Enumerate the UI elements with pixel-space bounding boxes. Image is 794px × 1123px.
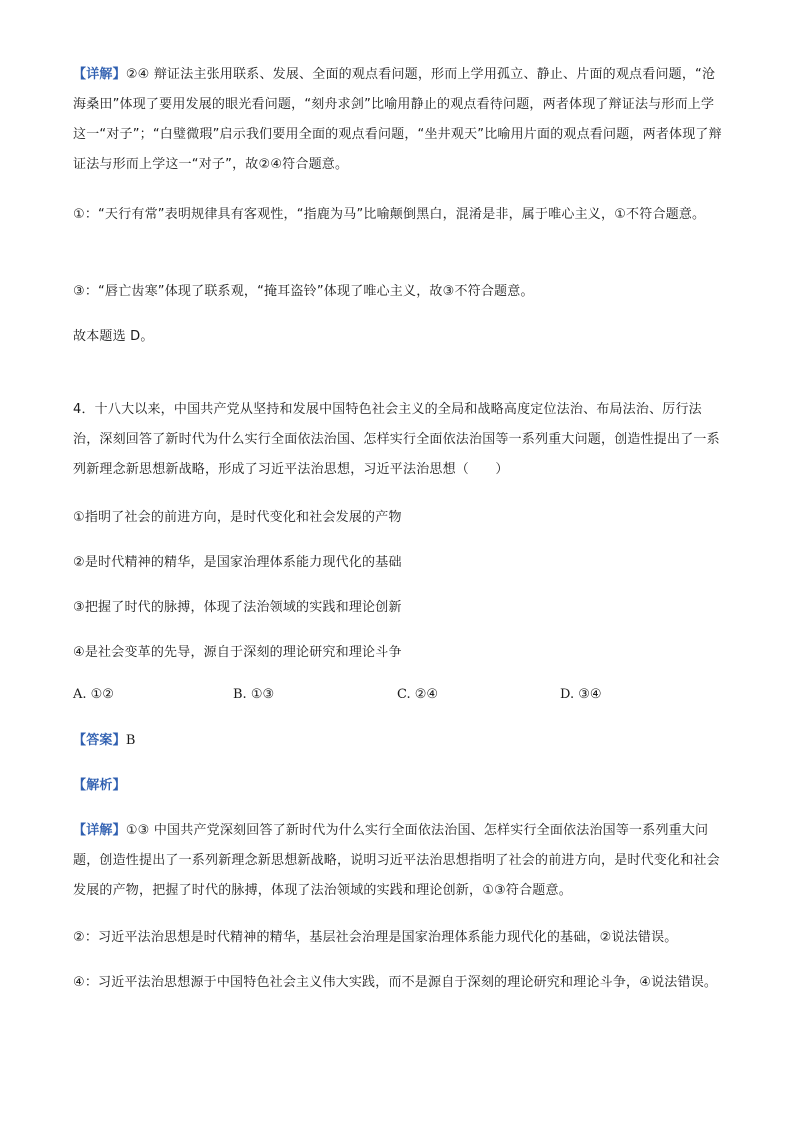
answer-line bbox=[73, 726, 723, 756]
option-c: C. ②④ bbox=[397, 687, 439, 702]
explanation-paragraph bbox=[73, 60, 723, 180]
analysis-line bbox=[73, 771, 723, 801]
option-b: B. ①③ bbox=[233, 687, 275, 702]
detail-tag: 【详解】 bbox=[73, 67, 126, 82]
detail-point-4: ④：习近平法治思想源于中国特色社会主义伟大实践，而不是源自于深刻的理论研究和理论斗争，④说法错误。 bbox=[73, 975, 718, 990]
statement-3: ③把握了时代的脉搏，体现了法治领域的实践和理论创新 bbox=[73, 600, 402, 615]
detail-text: ①③ 中国共产党深刻回答了新时代为什么实行全面依法治国、怎样实行全面依法治国等一系列重大问题，创造性提出了一系列新理念新思想新战略，说明习近平法治思想指明了社会的前进方向，是时代变化和社会发展的产物，把握了时代的脉搏，体现了法治领域的实践和理论创新，①③符合题意。 bbox=[73, 823, 720, 898]
option-d: D. ③④ bbox=[560, 687, 602, 702]
option-a: A. ①② bbox=[73, 687, 114, 702]
conclusion-text: 故本题选 D。 bbox=[73, 329, 154, 344]
question-stem: 4．十八大以来，中国共产党从坚持和发展中国特色社会主义的全局和战略高度定位法治、布局法治、厉行法治，深刻回答了新时代为什么实行全面依法治国、怎样实行全面依法治国等一系列重大问题，创造性提出了一系列新理念新思想新战略，形成了习近平法治思想，习近平法治思想（ ） bbox=[73, 402, 720, 477]
answer-value: B bbox=[125, 733, 136, 748]
answer-tag: 【答案】 bbox=[73, 733, 126, 748]
detail-tag-2: 【详解】 bbox=[73, 823, 126, 838]
statement-1: ①指明了社会的前进方向，是时代变化和社会发展的产物 bbox=[73, 510, 402, 525]
explanation-point-1: ①：“天行有常”表明规律具有客观性，“指鹿为马”比喻颠倒黑白，混淆是非，属于唯心主义，①不符合题意。 bbox=[73, 207, 706, 222]
statement-2: ②是时代精神的精华，是国家治理体系能力现代化的基础 bbox=[73, 555, 402, 570]
detail-paragraph bbox=[73, 816, 723, 906]
explanation-point-3: ③：“唇亡齿寒”体现了联系观，“掩耳盗铃”体现了唯心主义，故③不符合题意。 bbox=[73, 284, 534, 299]
explanation-text: ②④ 辩证法主张用联系、发展、全面的观点看问题，形而上学用孤立、静止、片面的观点看问题，“沧海桑田”体现了要用发展的眼光看问题，“刻舟求剑”比喻用静止的观点看待问题，两者体现了辩证法与形而上学这一“对子”；“白璧微瑕”启示我们要用全面的观点看问题，“坐井观天”比喻用片面的观点看问题，两者体现了辩证法与形而上学这一“对子”，故②④符合题意。 bbox=[73, 67, 722, 172]
analysis-tag: 【解析】 bbox=[73, 778, 126, 793]
statement-4: ④是社会变革的先导，源自于深刻的理论研究和理论斗争 bbox=[73, 645, 402, 660]
detail-point-2: ②：习近平法治思想是时代精神的精华，基层社会治理是国家治理体系能力现代化的基础，②说法错误。 bbox=[73, 930, 678, 945]
